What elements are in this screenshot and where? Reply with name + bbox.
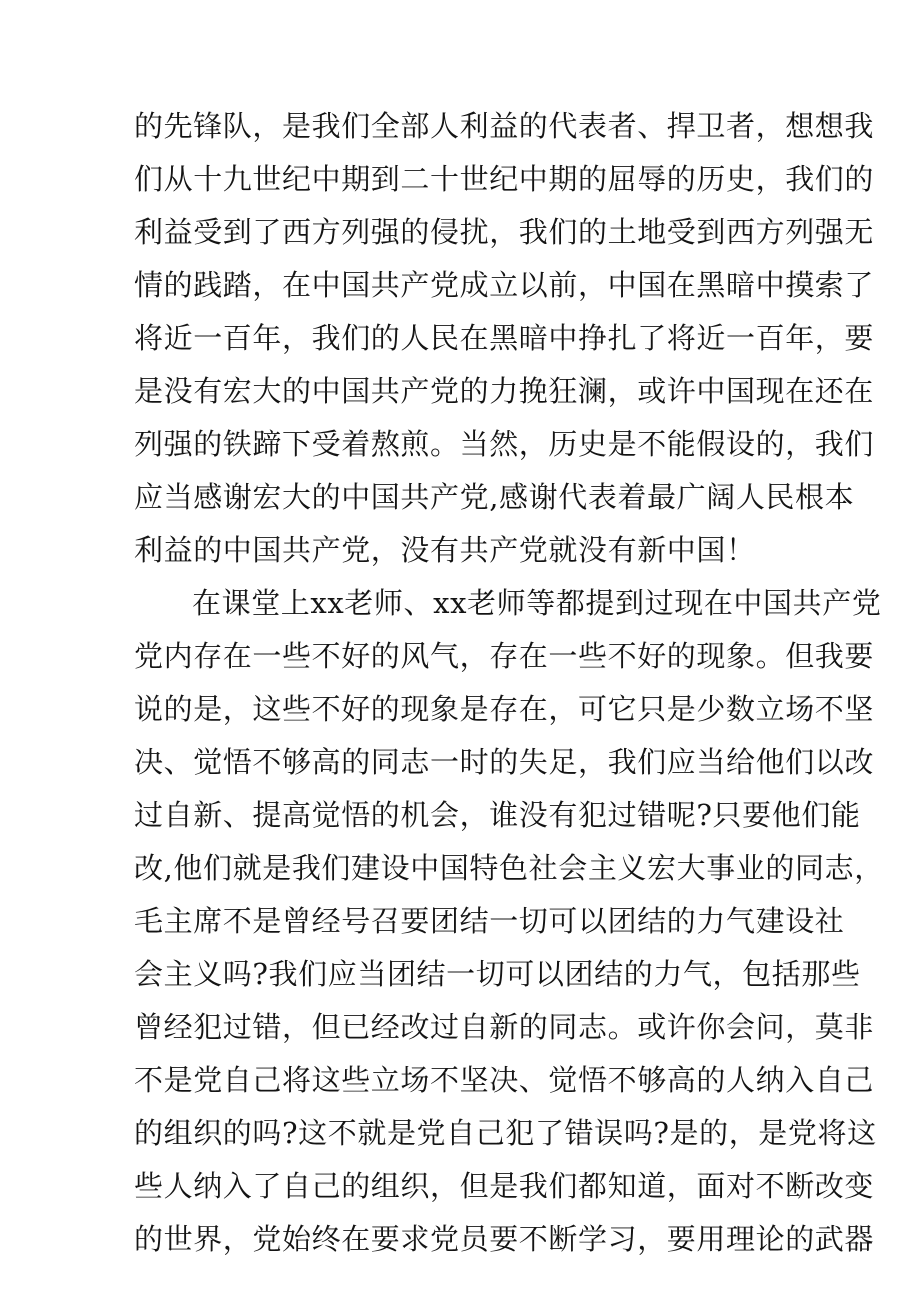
- text-line-22: 的世界，党始终在要求党员要不断学习，要用理论的武器: [134, 1222, 875, 1256]
- text-line-21: 些人纳入了自己的组织，但是我们都知道，面对不断改变: [134, 1169, 875, 1203]
- text-line-12: 说的是，这些不好的现象是存在，可它只是少数立场不坚: [134, 692, 875, 726]
- text-line-19: 不是党自己将这些立场不坚决、觉悟不够高的人纳入自己: [134, 1063, 875, 1097]
- text-line-9: 利益的中国共产党，没有共产党就没有新中国！: [134, 533, 756, 567]
- text-line-14: 过自新、提高觉悟的机会，谁没有犯过错呢?只要他们能: [134, 798, 861, 832]
- text-line-7: 列强的铁蹄下受着熬煎。当然，历史是不能假设的，我们: [134, 427, 875, 461]
- text-line-2: 们从十九世纪中期到二十世纪中期的屈辱的历史，我们的: [134, 162, 875, 196]
- text-line-1: 的先锋队，是我们全部人利益的代表者、捍卫者，想想我: [134, 109, 875, 143]
- text-line-18: 曾经犯过错，但已经改过自新的同志。或许你会问，莫非: [134, 1010, 875, 1044]
- text-line-20: 的组织的吗?这不就是党自己犯了错误吗?是的，是党将这: [134, 1116, 877, 1150]
- text-line-5: 将近一百年，我们的人民在黑暗中挣扎了将近一百年，要: [134, 321, 875, 355]
- text-line-15: 改,他们就是我们建设中国特色社会主义宏大事业的同志，: [134, 851, 884, 885]
- text-line-13: 决、觉悟不够高的同志一时的失足，我们应当给他们以改: [134, 745, 875, 779]
- text-line-4: 情的践踏，在中国共产党成立以前，中国在黑暗中摸索了: [134, 268, 875, 302]
- text-line-11: 党内存在一些不好的风气，存在一些不好的现象。但我要: [134, 639, 875, 673]
- text-line-3: 利益受到了西方列强的侵扰，我们的土地受到西方列强无: [134, 215, 875, 249]
- paragraph-start-line: 在课堂上xx老师、xx老师等都提到过现在中国共产党: [192, 586, 882, 620]
- text-line-17: 会主义吗?我们应当团结一切可以团结的力气，包括那些: [134, 957, 861, 991]
- text-line-16: 毛主席不是曾经号召要团结一切可以团结的力气建设社: [134, 904, 845, 938]
- text-line-6: 是没有宏大的中国共产党的力挽狂澜，或许中国现在还在: [134, 374, 875, 408]
- text-line-8: 应当感谢宏大的中国共产党,感谢代表着最广阔人民根本: [134, 480, 855, 514]
